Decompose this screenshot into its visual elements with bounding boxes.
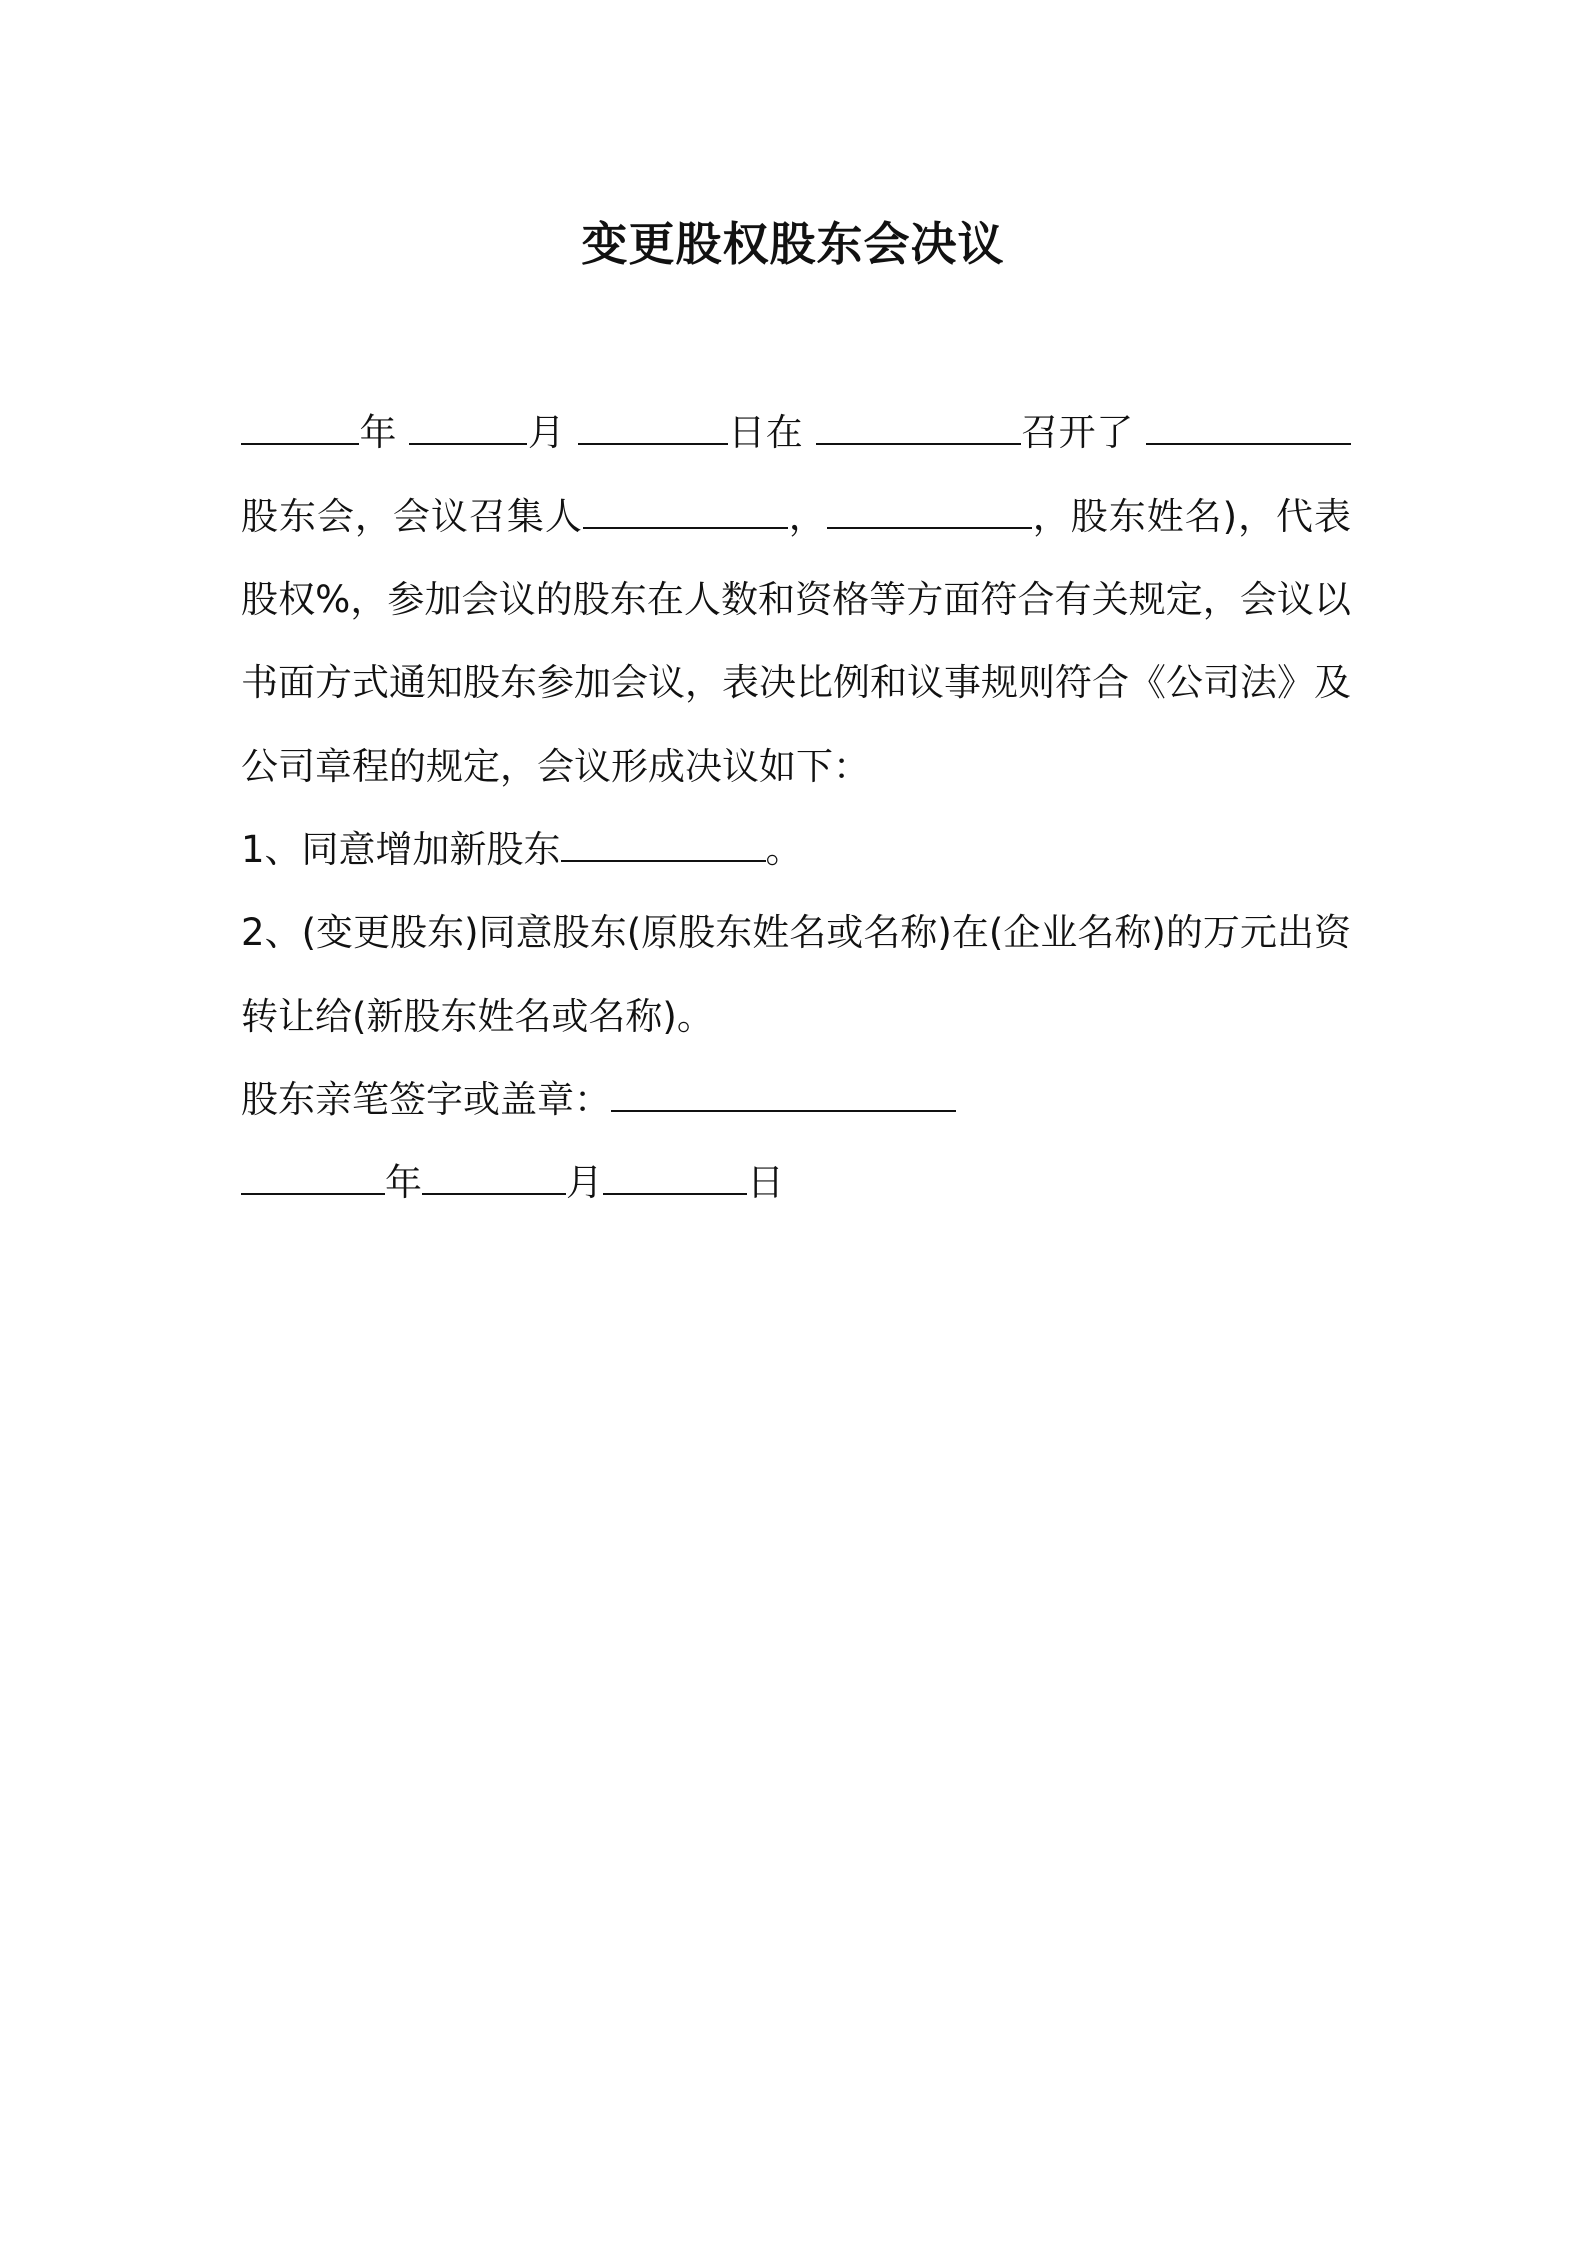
meeting-month-blank <box>409 409 527 445</box>
date-day-blank <box>603 1159 747 1195</box>
convener-blank <box>583 493 788 529</box>
convener-line <box>241 492 1351 542</box>
body-line: 书面方式通知股东参加会议，表决比例和议事规则符合《公司法》及 <box>241 661 1351 704</box>
meeting-day-blank <box>578 409 728 445</box>
signature-label: 股东亲笔签字或盖章： <box>241 1078 611 1121</box>
day-at-label: 日在 <box>727 411 804 454</box>
meeting-date-line <box>241 408 1351 458</box>
meeting-year-blank <box>241 409 359 445</box>
month-label: 月 <box>527 411 566 454</box>
new-shareholder-blank <box>561 826 766 862</box>
date-line <box>241 1158 1351 1208</box>
year-label: 年 <box>359 411 398 454</box>
date-day-label: 日 <box>747 1161 784 1204</box>
meeting-name-blank <box>1146 409 1351 445</box>
body-line: 公司章程的规定，会议形成决议如下： <box>241 745 870 788</box>
convener-text: 股东会，会议召集人 <box>241 495 583 538</box>
resolution-2-line: 2、(变更股东)同意股东(原股东姓名或名称)在(企业名称)的万元出资 <box>241 911 1351 954</box>
resolution-1-text: 1、同意增加新股东 <box>241 828 561 871</box>
document-title: 变更股权股东会决议 <box>581 217 1005 271</box>
date-year-blank <box>241 1159 385 1195</box>
held-label: 召开了 <box>1020 411 1134 454</box>
signature-blank <box>611 1076 956 1112</box>
resolution-2-line: 转让给(新股东姓名或名称)。 <box>241 995 714 1038</box>
convener-separator: ， <box>787 495 827 538</box>
body-line: 股权%，参加会议的股东在人数和资格等方面符合有关规定，会议以 <box>241 578 1351 621</box>
shareholder-blank <box>827 493 1032 529</box>
resolution-1 <box>241 825 1351 875</box>
signature-line <box>241 1075 1351 1125</box>
meeting-place-blank <box>816 409 1021 445</box>
resolution-1-end: 。 <box>765 828 803 871</box>
date-year-label: 年 <box>385 1161 422 1204</box>
date-month-label: 月 <box>566 1161 603 1204</box>
date-month-blank <box>422 1159 566 1195</box>
shareholder-text: ，股东姓名)，代表 <box>1031 495 1351 538</box>
